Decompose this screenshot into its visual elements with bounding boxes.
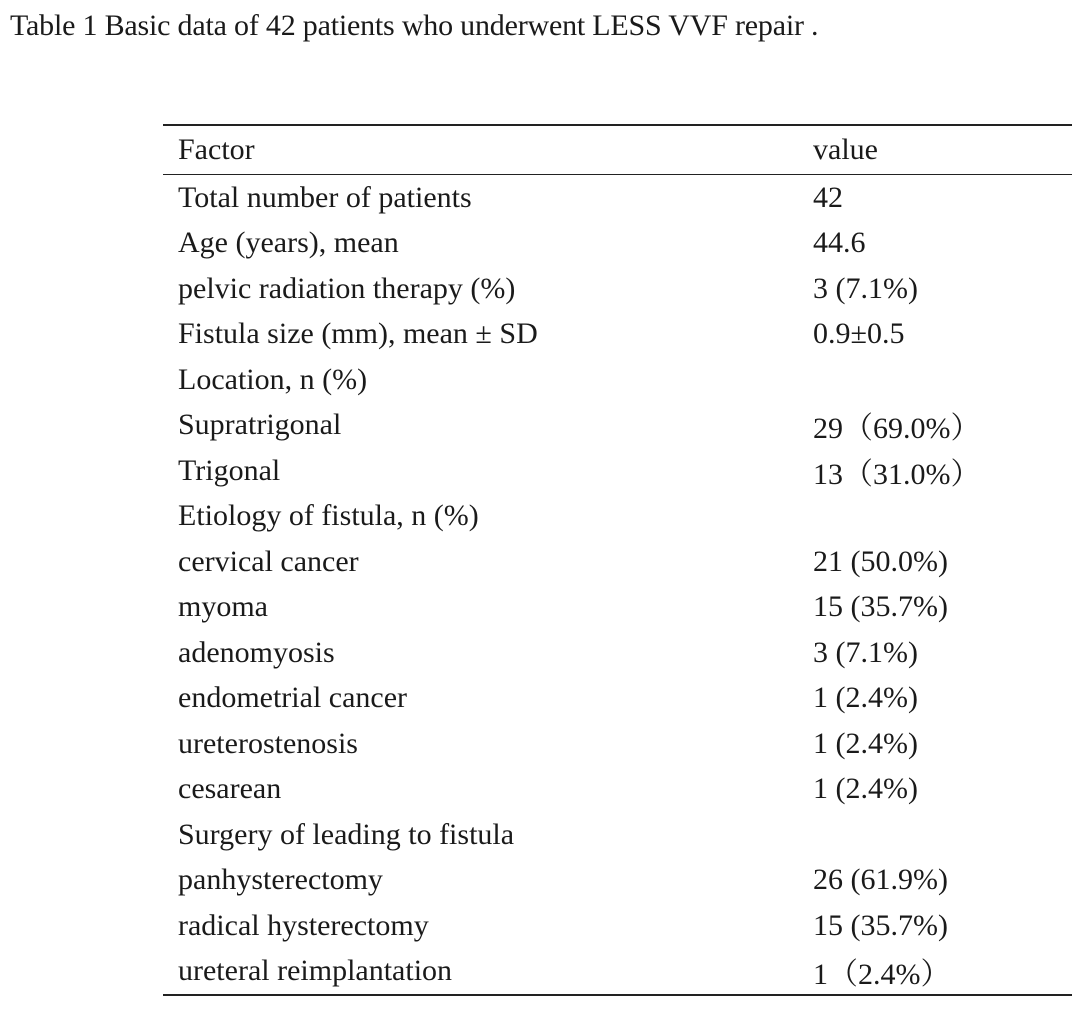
table-row [163,676,1072,722]
value-cell: 3 (7.1%) [813,271,918,305]
factor-cell: Total number of patients [178,180,472,214]
value-cell: 1 (2.4%) [813,681,918,715]
factor-cell: Age (years), mean [178,226,399,260]
section-label-cell: Location, n (%) [178,362,368,396]
factor-cell: Fistula size (mm), mean ± SD [178,317,538,351]
table-row [163,585,1072,631]
value-cell: 0.9±0.5 [813,317,905,351]
table-row [163,539,1072,585]
table-row [163,949,1072,996]
value-cell: 3 (7.1%) [813,635,918,669]
factor-cell: adenomyosis [178,635,335,669]
factor-cell: panhysterectomy [178,863,383,897]
table-row [163,312,1072,358]
table-row [163,175,1072,221]
table-row [163,721,1072,767]
value-cell [798,357,1072,403]
value-cell: 1 (2.4%) [813,772,918,806]
value-cell: 29（69.0%） [813,412,981,446]
table-section-row [163,812,1072,858]
section-label-cell: Surgery of leading to fistula [178,817,515,851]
table-caption: Table 1 Basic data of 42 patients who underwent LESS VVF repair . [10,9,819,42]
factor-cell: endometrial cancer [178,681,408,715]
value-cell: 15 (35.7%) [813,590,948,624]
value-cell: 1 (2.4%) [813,726,918,760]
factor-cell: myoma [178,590,268,624]
table-header [163,125,1072,175]
section-label-cell: Etiology of fistula, n (%) [178,499,479,533]
factor-cell: ureteral reimplantation [178,954,453,988]
table-row [163,630,1072,676]
factor-cell: Supratrigonal [178,408,342,442]
factor-cell: pelvic radiation therapy (%) [178,271,516,305]
value-cell: 13（31.0%） [813,457,981,491]
header-value: value [813,133,878,166]
table-section-row [163,357,1072,403]
table-row [163,767,1072,813]
value-cell: 44.6 [813,226,866,260]
table-row [163,903,1072,949]
header-factor: Factor [178,133,255,166]
value-cell: 26 (61.9%) [813,863,948,897]
value-cell [798,812,1072,858]
table-row [163,448,1072,494]
table-body [163,175,1072,996]
factor-cell: cervical cancer [178,544,359,578]
value-cell: 1（2.4%） [813,958,951,992]
factor-cell: ureterostenosis [178,726,358,760]
patient-data-table-container [163,124,1072,996]
factor-cell: cesarean [178,772,282,806]
factor-cell: Trigonal [178,453,281,487]
value-cell [798,494,1072,540]
value-cell: 21 (50.0%) [813,544,948,578]
value-cell: 15 (35.7%) [813,908,948,942]
header-row [163,125,1072,175]
table-row [163,403,1072,449]
value-cell: 42 [813,180,843,214]
table-section-row [163,494,1072,540]
table-row [163,858,1072,904]
factor-cell: radical hysterectomy [178,908,429,942]
table-row [163,221,1072,267]
table-row [163,266,1072,312]
patient-data-table [163,124,1072,996]
